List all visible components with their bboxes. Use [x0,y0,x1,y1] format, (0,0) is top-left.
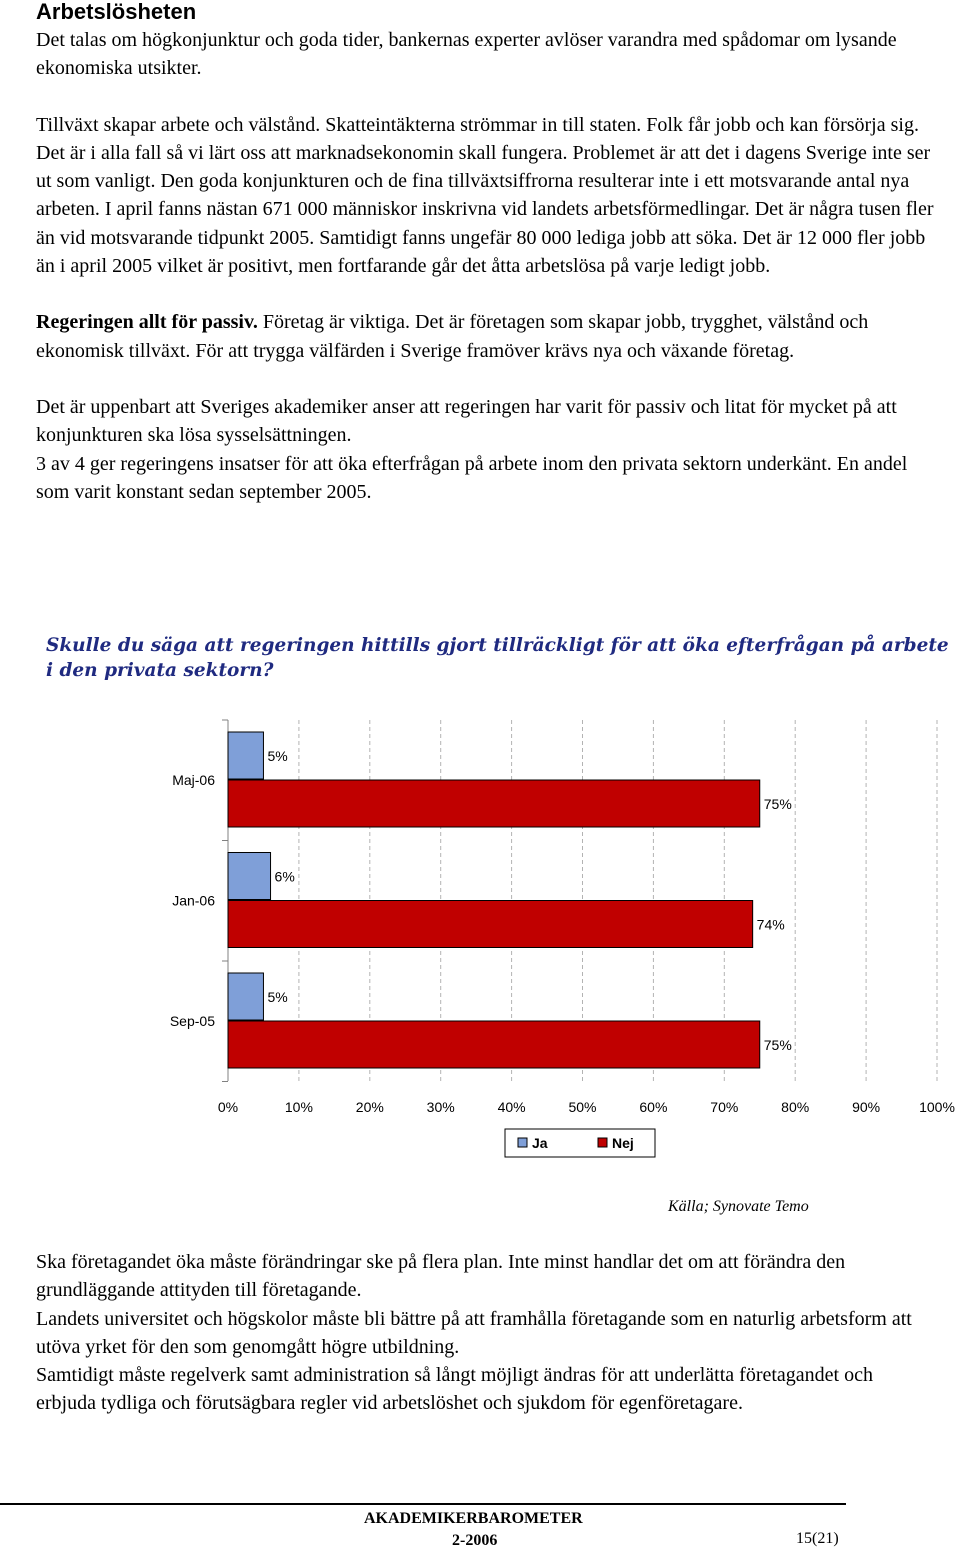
data-label-ja: 5% [267,748,288,764]
x-tick-label: 60% [639,1099,668,1115]
paragraph-intro: Det talas om högkonjunktur och goda tider, bankernas experter avlöser varandra med spådomar om lysande ekonomiska utsikter. [36,29,897,80]
bar-nej [228,780,760,827]
x-tick-label: 70% [710,1099,739,1115]
data-label-nej: 75% [763,1037,792,1053]
bar-nej [228,901,753,948]
x-tick-label: 20% [355,1099,384,1115]
x-tick-label: 40% [497,1099,526,1115]
chart-ticks [218,1099,955,1115]
chart-legend [505,1129,655,1157]
chart-bars [228,732,760,1068]
legend-swatch [518,1138,527,1147]
closing-text [36,1248,936,1418]
paragraph-universities: Landets universitet och högskolor måste bli bättre på att framhålla företagande som en naturlig arbetsform att utöva yrket för den som genomgått högre utbildning. [36,1307,912,1358]
data-label-ja: 5% [267,989,288,1005]
paragraph-government-rest: Företag är viktiga. Det är företagen som skapar jobb, trygghet, välstånd och ekonomisk tillväxt. För att trygga välfärden i Sverige framöver krävs nya och växande företag. [36,311,869,362]
survey-bar-chart [0,700,960,1170]
data-label-nej: 75% [763,796,792,812]
legend-label: Nej [612,1135,634,1151]
category-label: Jan-06 [172,892,215,909]
paragraph-academics: Det är uppenbart att Sveriges akademiker anser att regeringen har varit för passiv och litat för mycket på att konjunkturen ska lösa sysselsättningen. [36,395,897,447]
footer-issue: 2-2006 [452,1532,498,1549]
survey-question: Skulle du säga att regeringen hittills gjort tillräckligt för att öka efterfrågan på arbete i den privata sektorn? [46,635,949,681]
footer-title: AKADEMIKERBAROMETER [364,1510,583,1527]
source-note: Källa; Synovate Temo [668,1198,809,1215]
legend-swatch [598,1138,607,1147]
x-tick-label: 90% [852,1099,881,1115]
paragraph-growth: Tillväxt skapar arbete och välstånd. Skatteintäkterna strömmar in till staten. Folk får jobb och kan försörja sig. Det är i alla fall så vi lärt oss att marknadsekonomin skall fungera. Problemet är att det i dagens Sverige inte ser ut som vanligt. Den goda konjunkturen och de fina tillväxtsiffrorna resulterar inte i ett motsvarande antal nya arbeten. I april fanns nästan 671 000 människor inskrivna vid landets arbetsförmedlingar. Det är några tusen fler än vid motsvarande tidpunkt 2005. Samtidigt fanns ungefär 80 000 lediga jobb att söka. Det är 12 000 fler jobb än i april 2005 vilket är positivt, men fortfarande går det åtta arbetslösa på varje ledigt jobb. [36,113,934,278]
x-tick-label: 10% [284,1099,313,1115]
x-tick-label: 50% [568,1099,597,1115]
section-heading: Arbetslösheten [36,0,197,24]
footer-divider [0,1503,846,1505]
bar-ja [228,732,263,779]
bar-nej [228,1021,760,1068]
paragraph-entrepreneurship: Ska företagandet öka måste förändringar ske på flera plan. Inte minst handlar det om att förändra den grundläggande attityden till företagande. [36,1251,846,1302]
x-tick-label: 30% [426,1099,455,1115]
paragraph-government [36,308,936,365]
x-tick-label: 0% [217,1099,239,1115]
bar-ja [228,853,271,900]
x-tick-label: 100% [919,1099,955,1115]
paragraph-three-of-four: 3 av 4 ger regeringens insatser för att öka efterfrågan på arbete inom den privata sektorn underkänt. En andel som varit konstant sedan september 2005. [36,452,908,503]
x-tick-label: 80% [781,1099,810,1115]
bar-ja [228,973,263,1020]
paragraph-government-bold: Regeringen allt för passiv. [36,311,258,334]
data-label-ja: 6% [274,868,295,885]
legend-label: Ja [532,1135,548,1151]
data-label-nej: 74% [756,916,785,933]
category-label: Maj-06 [172,772,215,788]
category-label: Sep-05 [169,1013,215,1029]
intro-text [36,26,936,506]
page-number: 15(21) [796,1530,839,1547]
paragraph-regulations: Samtidigt måste regelverk samt administration så långt möjligt ändras för att underlätta företagandet och erbjuda tydliga och förutsägbara regler vid arbetslöshet och sjukdom för egenföretagare. [36,1364,873,1415]
